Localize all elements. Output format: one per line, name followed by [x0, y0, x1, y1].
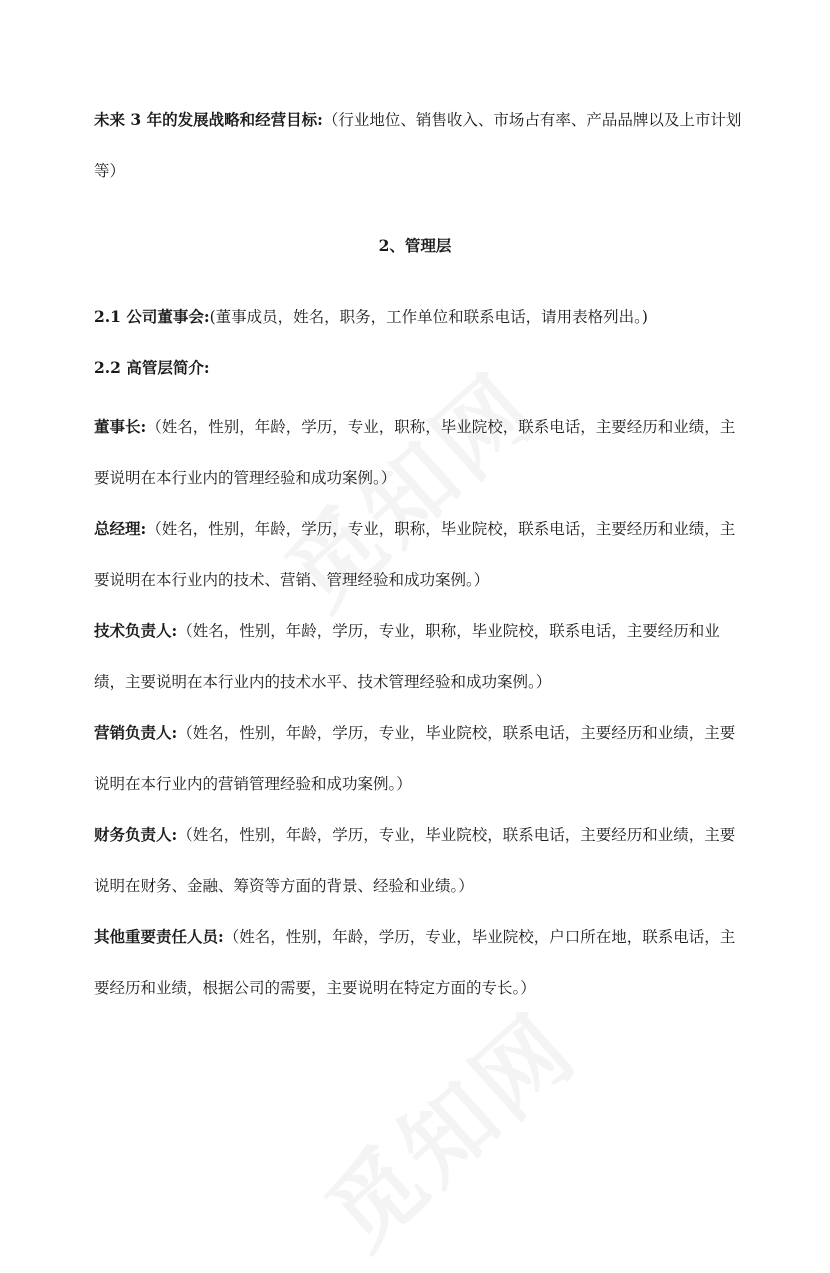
role-label: 其他重要责任人员:	[94, 927, 224, 946]
strategy-paragraph	[94, 94, 746, 197]
role-text: （姓名，性别，年龄，学历，专业，毕业院校，联系电话，主要经历和业绩，主要说明在财务、金融、筹资等方面的背景、经验和业绩。）	[94, 826, 736, 895]
role-label: 董事长:	[94, 417, 147, 436]
role-label: 总经理:	[94, 519, 147, 538]
role-text: （姓名，性别，年龄，学历，专业，毕业院校，联系电话，主要经历和业绩，主要说明在本行业内的营销管理经验和成功案例。）	[94, 724, 736, 793]
board-label: 2.1 公司董事会:	[94, 307, 210, 326]
role-marketing-lead	[94, 707, 746, 810]
role-finance-lead	[94, 809, 746, 912]
role-text: （姓名，性别，年龄，学历，专业，职称，毕业院校，联系电话，主要经历和业绩，主要说明在本行业内的技术水平、技术管理经验和成功案例。）	[94, 622, 720, 691]
role-text: （姓名，性别，年龄，学历，专业，职称，毕业院校，联系电话，主要经历和业绩，主要说明在本行业内的管理经验和成功案例。）	[94, 418, 736, 487]
senior-label: 2.2 高管层简介:	[94, 358, 210, 377]
role-label: 财务负责人:	[94, 825, 178, 844]
strategy-text: （行业地位、销售收入、市场占有率、产品品牌以及上市计划等）	[94, 111, 742, 180]
role-general-manager	[94, 503, 746, 606]
board-paragraph	[94, 291, 746, 343]
role-text: （姓名，性别，年龄，学历，专业，职称，毕业院校，联系电话，主要经历和业绩，主要说明在本行业内的技术、营销、管理经验和成功案例。）	[94, 520, 736, 589]
senior-management-heading	[94, 342, 746, 394]
role-label: 营销负责人:	[94, 723, 178, 742]
strategy-label: 未来 3 年的发展战略和经营目标:	[94, 110, 323, 129]
watermark	[294, 979, 601, 1273]
role-technical-lead	[94, 605, 746, 708]
role-text: （姓名，性别，年龄，学历，专业，毕业院校，户口所在地，联系电话，主要经历和业绩，根据公司的需要，主要说明在特定方面的专长。）	[94, 928, 736, 997]
section-heading: 2、管理层	[378, 236, 452, 255]
role-label: 技术负责人:	[94, 621, 178, 640]
board-text: (董事成员，姓名，职务，工作单位和联系电话，请用表格列出。)	[209, 308, 648, 326]
role-chairman	[94, 401, 746, 504]
role-other-key-personnel	[94, 911, 746, 1014]
